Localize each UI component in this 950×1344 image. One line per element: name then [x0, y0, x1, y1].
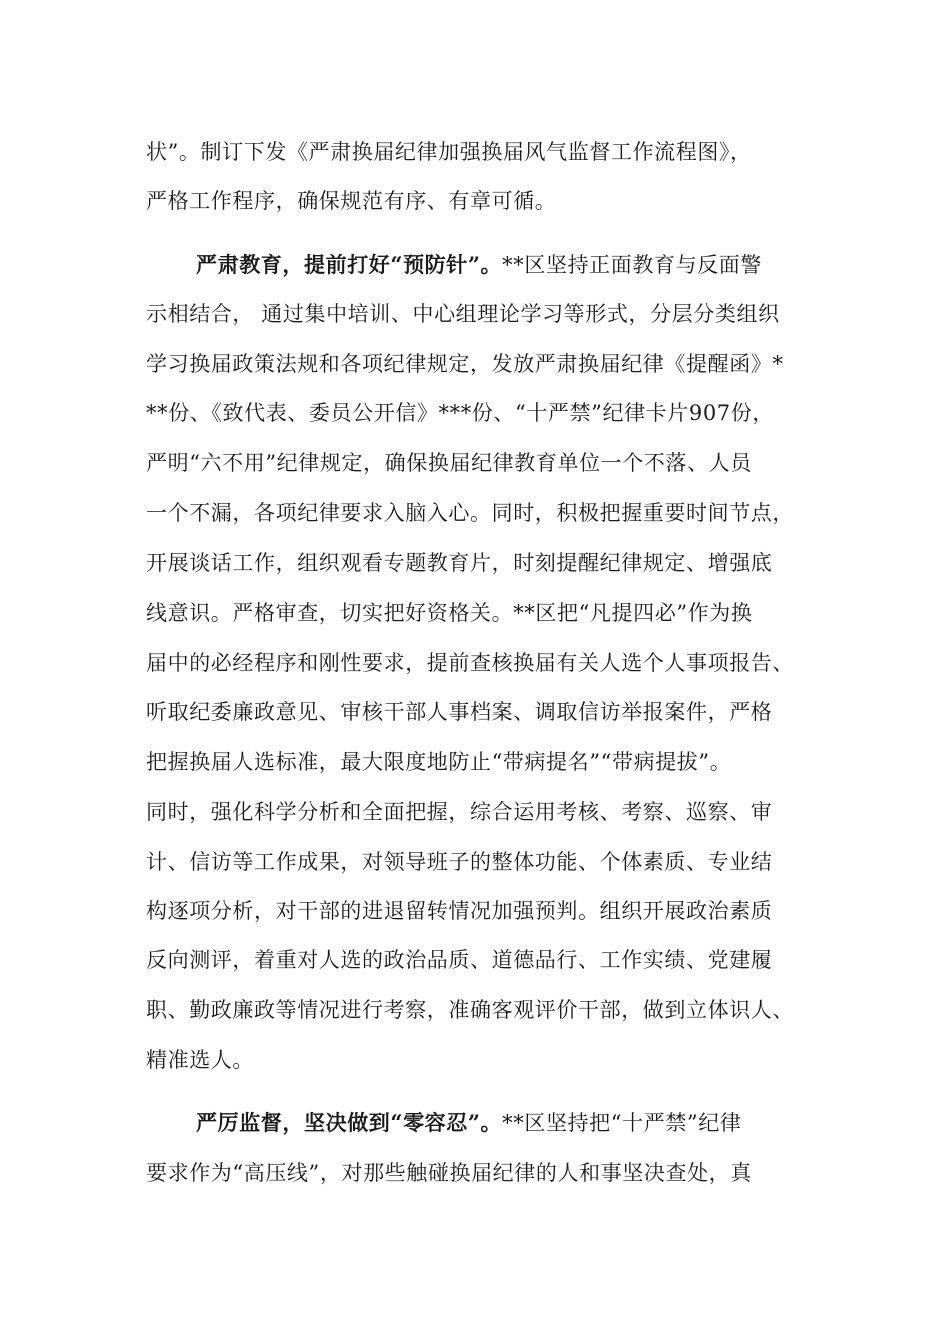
text-line: 职、勤政廉政等情况进行考察，准确客观评价干部，做到立体识人、 — [146, 998, 794, 1022]
text-line: 反向测评，着重对人选的政治品质、道德品行、工作实绩、党建履 — [146, 948, 773, 972]
text-line: 学习换届政策法规和各项纪律规定，发放严肃换届纪律《提醒函》* — [146, 352, 784, 376]
text-line: 计、信访等工作成果，对领导班子的整体功能、个体素质、专业结 — [146, 850, 773, 874]
text-line: 把握换届人选标准，最大限度地防止“带病提名”“带病提拔”。 — [146, 750, 732, 774]
text-line: 精准选人。 — [146, 1048, 254, 1072]
text-line: 届中的必经程序和刚性要求，提前查核换届有关人选个人事项报告、 — [146, 651, 794, 675]
text-line: 线意识。严格审查，切实把好资格关。**区把“凡提四必”作为换 — [146, 601, 753, 625]
paragraph-lead: 严肃教育，提前打好“预防针”。 — [196, 252, 503, 277]
paragraph-heading-line: 严厉监督，坚决做到“零容忍”。**区坚持把“十严禁”纪律 — [196, 1110, 742, 1135]
text-line: 构逐项分析，对干部的进退留转情况加强预判。组织开展政治素质 — [146, 899, 773, 923]
text-line: 听取纪委廉政意见、审核干部人事档案、调取信访举报案件，严格 — [146, 700, 773, 724]
paragraph-heading-line: 严肃教育，提前打好“预防针”。**区坚持正面教育与反面警 — [196, 252, 762, 277]
text-line: 一个不漏，各项纪律要求入脑入心。同时，积极把握重要时间节点， — [146, 501, 794, 525]
text-line: 要求作为“高压线”，对那些触碰换届纪律的人和事坚决查处，真 — [146, 1161, 752, 1185]
text-line: 同时，强化科学分析和全面把握，综合运用考核、考察、巡察、审 — [146, 800, 773, 824]
text-line: 开展谈话工作，组织观看专题教育片，时刻提醒纪律规定、增强底 — [146, 551, 773, 575]
text-line: 示相结合， 通过集中培训、中心组理论学习等形式，分层分类组织 — [146, 302, 780, 326]
paragraph-lead: 严厉监督，坚决做到“零容忍”。 — [196, 1110, 503, 1135]
text-line: 状”。制订下发《严肃换届纪律加强换届风气监督工作流程图》， — [146, 140, 752, 164]
text-line: 严格工作程序，确保规范有序、有章可循。 — [146, 189, 557, 213]
text-line: 严明“六不用”纪律规定，确保换届纪律教育单位一个不落、人员 — [146, 451, 752, 475]
text-line: **份、《致代表、委员公开信》***份、“十严禁”纪律卡片907份， — [146, 401, 774, 425]
